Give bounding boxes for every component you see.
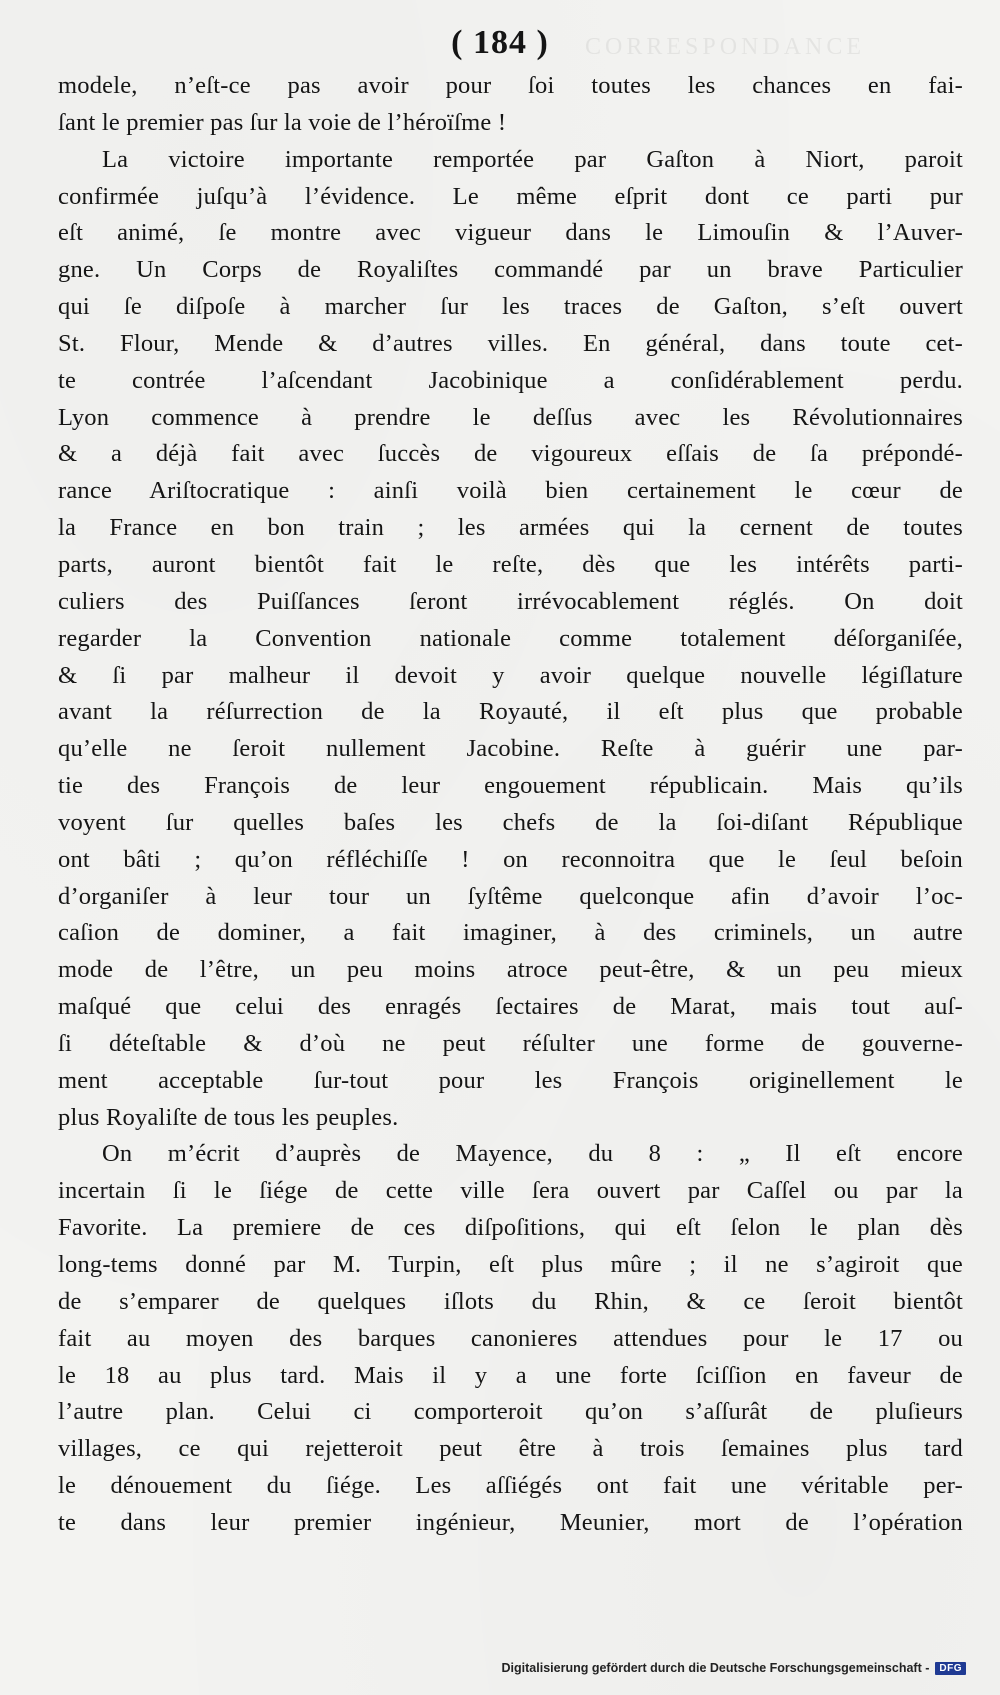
dfg-logo-icon: DFG [935,1662,966,1675]
text-line: avant la réſurrection de la Royauté, il eſt plus que probable [58,698,963,726]
text-line: l’autre plan. Celui ci comporteroit qu’on s’aſſurât de pluſieurs [58,1398,963,1426]
text-line: Favorite. La premiere de ces diſpoſitions, qui eſt ſelon le plan dès [58,1214,963,1242]
text-line: plus Royaliſte de tous les peuples. [58,1103,399,1131]
text-line: voyent ſur quelles baſes les chefs de la ſoi-diſant République [58,808,963,836]
paragraph-start-line: La victoire importante remportée par Gaſton à Niort, paroit [102,145,963,173]
text-line: incertain ſi le ſiége de cette ville ſera ouvert par Caſſel ou par la [58,1177,963,1205]
text-line: ont bâti ; qu’on réfléchiſſe ! on reconnoitra que le ſeul beſoin [58,845,963,873]
text-line: qui ſe diſpoſe à marcher ſur les traces de Gaſton, s’eſt ouvert [58,293,963,321]
paragraph-start-line: On m’écrit d’auprès de Mayence, du 8 : „ Il eſt encore [102,1140,963,1168]
text-line: le dénouement du ſiége. Les aſſiégés ont fait une véritable per- [58,1472,963,1500]
text-line: mode de l’être, un peu moins atroce peut-être, & un peu mieux [58,956,963,984]
text-line: Lyon commence à prendre le deſſus avec les Révolutionnaires [58,403,963,431]
digitization-credit [502,1661,966,1675]
text-line: d’organiſer à leur tour un ſyſtême quelconque afin d’avoir l’oc- [58,882,963,910]
body-text [58,68,963,1542]
text-line: tie des François de leur engouement républicain. Mais qu’ils [58,772,963,800]
text-line: culiers des Puiſſances ſeront irrévocablement réglés. On doit [58,587,963,615]
text-line: & ſi par malheur il devoit y avoir quelque nouvelle légiſlature [58,661,963,689]
text-line: le 18 au plus tard. Mais il y a une forte ſciſſion en faveur de [58,1361,963,1389]
text-line: parts, auront bientôt fait le reſte, dès que les intérêts parti- [58,550,963,578]
text-line: long-tems donné par M. Turpin, eſt plus mûre ; il ne s’agiroit que [58,1251,963,1278]
page-number: ( 184 ) [451,24,549,61]
text-line: la France en bon train ; les armées qui la cernent de toutes [58,514,963,542]
text-line: ment acceptable ſur-tout pour les François originellement le [58,1066,963,1094]
text-line: maſqué que celui des enragés ſectaires de Marat, mais tout auſ- [58,993,963,1021]
text-line: rance Ariſtocratique : ainſi voilà bien certainement le cœur de [58,477,963,505]
text-line: de s’emparer de quelques iſlots du Rhin, & ce ſeroit bientôt [58,1287,963,1315]
text-line: St. Flour, Mende & d’autres villes. En général, dans toute cet- [58,329,963,357]
bleed-through-text: CORRESPONDANCE [585,34,866,60]
text-line: regarder la Convention nationale comme totalement déſorganiſée, [58,624,963,652]
text-line: te dans leur premier ingénieur, Meunier, mort de l’opération [58,1508,963,1536]
text-line: fait au moyen des barques canonieres attendues pour le 17 ou [58,1324,963,1352]
text-line: villages, ce qui rejetteroit peut être à trois ſemaines plus tard [58,1435,963,1463]
text-line: caſion de dominer, a fait imaginer, à des criminels, un autre [58,919,963,947]
text-line: qu’elle ne ſeroit nullement Jacobine. Reſte à guérir une par- [58,735,963,763]
text-line: te contrée l’aſcendant Jacobinique a conſidérablement perdu. [58,366,963,394]
text-line: eſt animé, ſe montre avec vigueur dans le Limouſin & l’Auver- [58,219,963,247]
text-line: gne. Un Corps de Royaliſtes commandé par un brave Particulier [58,256,963,284]
text-line: & a déjà fait avec ſuccès de vigoureux eſſais de ſa prépondé- [58,440,963,468]
text-line: confirmée juſqu’à l’évidence. Le même eſprit dont ce parti pur [58,182,963,210]
text-line: ſant le premier pas ſur la voie de l’héroïſme ! [58,108,507,136]
credit-text: Digitalisierung gefördert durch die Deutsche Forschungsgemeinschaft - [501,1661,930,1675]
text-line: ſi déteſtable & d’où ne peut réſulter une forme de gouverne- [58,1029,963,1057]
text-line: modele, n’eſt-ce pas avoir pour ſoi toutes les chances en fai- [58,72,963,99]
